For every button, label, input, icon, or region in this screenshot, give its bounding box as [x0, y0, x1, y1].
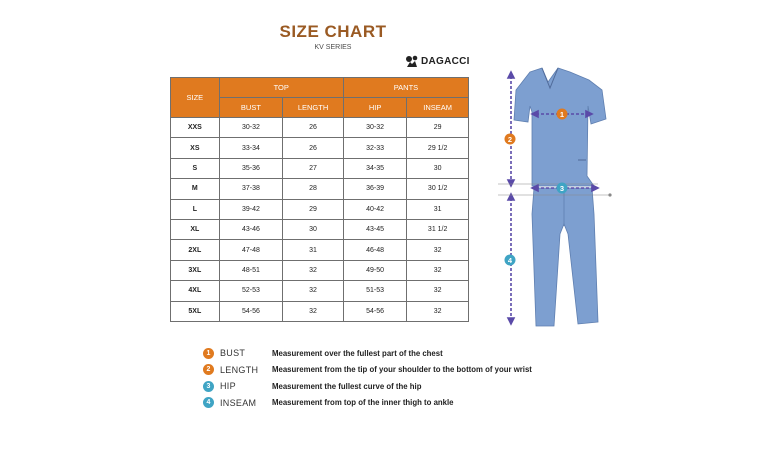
legend-name: BUST: [220, 348, 246, 359]
bust-cell: 48-51: [219, 260, 283, 280]
inseam-cell: 29 1/2: [407, 138, 469, 158]
table-row: [171, 301, 469, 321]
length-cell: 32: [283, 260, 344, 280]
table-row: [171, 219, 469, 239]
legend-name: INSEAM: [220, 397, 257, 408]
hip-cell: 32-33: [343, 138, 406, 158]
table-row: [171, 158, 469, 178]
pants-group-header: PANTS: [343, 78, 468, 98]
hip-cell: 36-39: [343, 179, 406, 199]
brand-name: DAGACCI: [421, 56, 470, 67]
size-cell: 3XL: [171, 260, 220, 280]
length-cell: 31: [283, 240, 344, 260]
table-row: [171, 240, 469, 260]
legend-row-inseam: [203, 395, 532, 412]
size-cell: XS: [171, 138, 220, 158]
inseam-cell: 30 1/2: [407, 179, 469, 199]
bust-cell: 30-32: [219, 118, 283, 138]
hip-cell: 43-45: [343, 219, 406, 239]
length-cell: 32: [283, 281, 344, 301]
bust-cell: 54-56: [219, 301, 283, 321]
table-row: [171, 179, 469, 199]
bust-cell: 43-46: [219, 219, 283, 239]
length-cell: 29: [283, 199, 344, 219]
size-cell: XL: [171, 219, 220, 239]
inseam-cell: 32: [407, 281, 469, 301]
legend-name: LENGTH: [220, 364, 259, 375]
legend-badge: 2: [203, 364, 214, 375]
bust-column-header: BUST: [219, 98, 283, 118]
scrub-top-illustration: [514, 68, 606, 186]
measurement-legend: [203, 345, 532, 411]
length-cell: 26: [283, 138, 344, 158]
inseam-cell: 32: [407, 260, 469, 280]
brand-logo: [405, 55, 470, 68]
legend-description: Measurement from top of the inner thigh to ankle: [272, 398, 454, 408]
bust-cell: 39-42: [219, 199, 283, 219]
top-group-header: TOP: [219, 78, 343, 98]
length-cell: 32: [283, 301, 344, 321]
legend-badge: 4: [203, 397, 214, 408]
bust-cell: 47-48: [219, 240, 283, 260]
table-row: [171, 118, 469, 138]
inseam-column-header: INSEAM: [407, 98, 469, 118]
length-cell: 30: [283, 219, 344, 239]
marker-length: [505, 134, 516, 145]
legend-badge: 3: [203, 381, 214, 392]
scrubs-figure: [486, 64, 616, 332]
page-title: SIZE CHART: [279, 22, 387, 41]
marker-bust: [557, 109, 568, 120]
hip-cell: 54-56: [343, 301, 406, 321]
svg-text:2: 2: [507, 134, 513, 144]
length-column-header: LENGTH: [283, 98, 344, 118]
scrub-pants-illustration: [532, 188, 598, 326]
legend-description: Measurement over the fullest part of the chest: [272, 348, 443, 358]
size-table-body: [171, 118, 469, 322]
legend-badge: 1: [203, 348, 214, 359]
size-table: [170, 77, 469, 322]
hip-cell: 51-53: [343, 281, 406, 301]
size-cell: M: [171, 179, 220, 199]
length-cell: 26: [283, 118, 344, 138]
hip-cell: 49-50: [343, 260, 406, 280]
size-cell: 2XL: [171, 240, 220, 260]
size-cell: S: [171, 158, 220, 178]
inseam-cell: 32: [407, 240, 469, 260]
size-cell: XXS: [171, 118, 220, 138]
svg-text:3: 3: [559, 183, 565, 193]
length-cell: 27: [283, 158, 344, 178]
bust-cell: 33-34: [219, 138, 283, 158]
table-row: [171, 260, 469, 280]
size-column-header: SIZE: [171, 78, 220, 118]
inseam-cell: 31 1/2: [407, 219, 469, 239]
table-row: [171, 281, 469, 301]
size-cell: 4XL: [171, 281, 220, 301]
inseam-cell: 30: [407, 158, 469, 178]
legend-row-bust: [203, 345, 532, 362]
hip-cell: 40-42: [343, 199, 406, 219]
inseam-cell: 31: [407, 199, 469, 219]
size-cell: 5XL: [171, 301, 220, 321]
svg-text:4: 4: [507, 255, 513, 265]
legend-description: Measurement from the tip of your shoulder to the bottom of your wrist: [272, 365, 532, 375]
legend-name: HIP: [220, 381, 236, 392]
legend-description: Measurement the fullest curve of the hip: [272, 381, 422, 391]
hip-cell: 30-32: [343, 118, 406, 138]
page-subtitle: KV SERIES: [314, 44, 352, 51]
length-cell: 28: [283, 179, 344, 199]
hip-cell: 46-48: [343, 240, 406, 260]
bust-cell: 37-38: [219, 179, 283, 199]
marker-inseam: [505, 255, 516, 266]
table-row: [171, 138, 469, 158]
svg-text:1: 1: [559, 109, 565, 119]
hip-column-header: HIP: [343, 98, 406, 118]
marker-hip: [557, 183, 568, 194]
hip-cell: 34-35: [343, 158, 406, 178]
inseam-cell: 29: [407, 118, 469, 138]
brand-logo-icon: [405, 55, 419, 68]
bust-cell: 35-36: [219, 158, 283, 178]
legend-row-hip: [203, 378, 532, 395]
size-cell: L: [171, 199, 220, 219]
legend-row-length: [203, 362, 532, 379]
table-row: [171, 199, 469, 219]
inseam-cell: 32: [407, 301, 469, 321]
bust-cell: 52-53: [219, 281, 283, 301]
